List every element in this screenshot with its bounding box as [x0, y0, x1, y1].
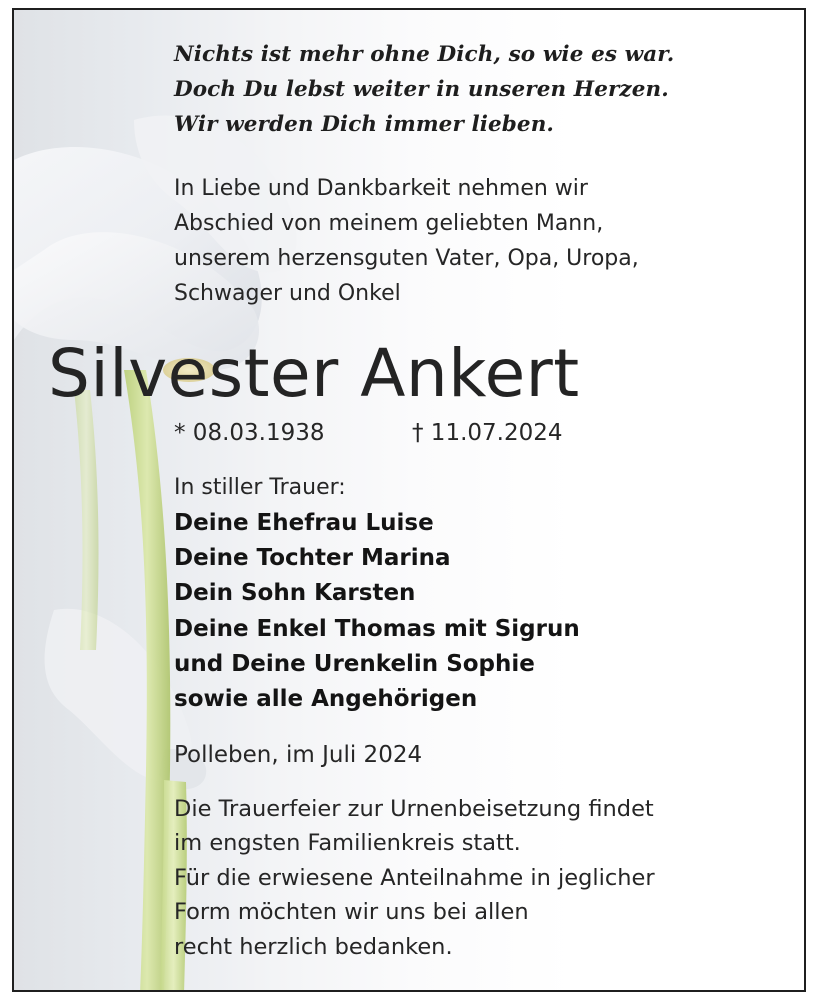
- closing-line: recht herzlich bedanken.: [174, 934, 453, 960]
- closing-line: im engsten Familienkreis statt.: [174, 830, 521, 856]
- intro-line: In Liebe und Dankbarkeit nehmen wir: [174, 176, 588, 201]
- deceased-name: Silvester Ankert: [48, 335, 580, 412]
- mourner-line: und Deine Urenkelin Sophie: [174, 651, 535, 677]
- motto-line: Doch Du lebst weiter in unseren Herzen.: [174, 77, 669, 102]
- closing-line: Die Trauerfeier zur Urnenbeisetzung findet: [174, 796, 654, 822]
- closing-line: Form möchten wir uns bei allen: [174, 899, 529, 925]
- notice-frame: [12, 8, 806, 992]
- place-date: Polleben, im Juli 2024: [174, 742, 423, 768]
- mourning-heading: In stiller Trauer:: [174, 475, 346, 500]
- birth-date: * 08.03.1938: [174, 420, 325, 446]
- notice-text: [14, 10, 806, 992]
- death-date: † 11.07.2024: [412, 420, 563, 446]
- mourner-line: Deine Tochter Marina: [174, 545, 451, 571]
- motto-line: Nichts ist mehr ohne Dich, so wie es war.: [174, 42, 675, 67]
- intro-line: unserem herzensguten Vater, Opa, Uropa,: [174, 246, 639, 271]
- mourner-line: Deine Ehefrau Luise: [174, 510, 434, 536]
- motto-line: Wir werden Dich immer lieben.: [174, 112, 555, 137]
- mourner-line: Deine Enkel Thomas mit Sigrun: [174, 616, 580, 642]
- closing-line: Für die erwiesene Anteilnahme in jeglicher: [174, 865, 655, 891]
- mourner-line: Dein Sohn Karsten: [174, 580, 416, 606]
- intro-line: Schwager und Onkel: [174, 281, 401, 306]
- mourner-line: sowie alle Angehörigen: [174, 686, 478, 712]
- intro-line: Abschied von meinem geliebten Mann,: [174, 211, 604, 236]
